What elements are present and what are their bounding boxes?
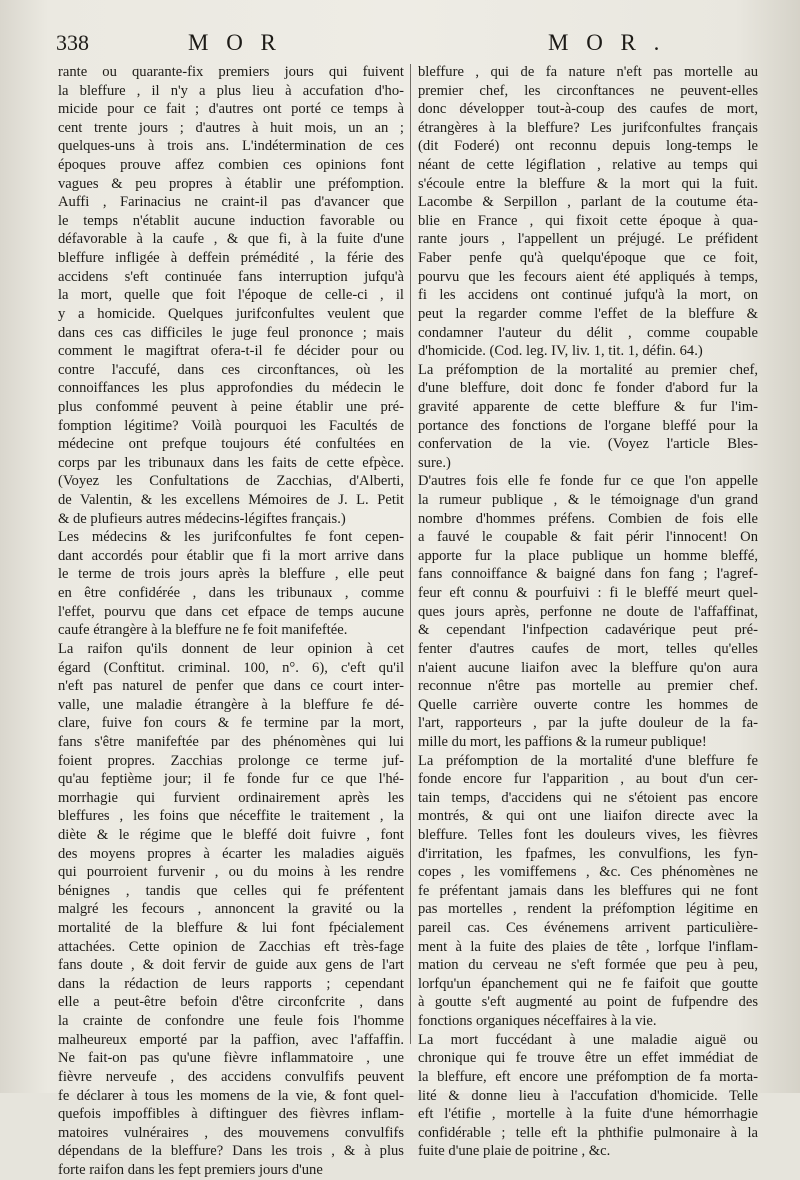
text-line: ques jours après, perfonne ne doute de l'affaffinat, [418, 603, 758, 620]
text-line: corps par les tribunaux dans les faits de cette efpèce. [58, 454, 404, 471]
text-line: pas mortelles , rendent la préfomption légitime en [418, 901, 758, 918]
text-line: attachées. Cette opinion de Zacchias eft très-fage [58, 938, 404, 955]
text-line: peut la regarder comme l'effet de la bleffure & [418, 305, 758, 322]
text-line: caufe étrangère à la bleffure ne fe foit manifeftée. [58, 622, 348, 639]
text-line: Lacombe & Serpillon , parlant de la coutume éta- [418, 194, 758, 211]
text-line: D'autres fois elle fe fonde fur ce que l'on appelle [418, 473, 758, 490]
text-line: dans la rédaction de leurs rapports ; cependant [58, 975, 404, 992]
text-line: apporte fur la place publique un homme bleffé, [418, 547, 758, 564]
text-line: morrhagie qui furvient ordinairement après les [58, 789, 404, 806]
text-line: fenter d'autres caufes de mort, telles qu'elles [418, 640, 758, 657]
text-line: contre l'accufé, dans ces circonftances, où les [58, 361, 404, 378]
text-line: premier chef, les circonftances ne peuvent-elles [418, 82, 758, 99]
text-line: dans ces cas difficiles le juge feul prononce ; mais [58, 324, 404, 341]
running-title-left: M O R [188, 30, 282, 55]
text-line: copes , les vomiffemens , &c. Ces phénomènes ne [418, 864, 758, 881]
text-line: Faber penfe qu'à quelqu'époque que ce foit, [418, 250, 758, 267]
text-line: Auffi , Farinacius ne craint-il pas d'avancer que [58, 194, 404, 211]
text-line: (dit Foderé) ont reconnu depuis long-temps le [418, 138, 758, 155]
text-line: de Valentin, & les excellens Mémoires de J. L. Petit [58, 492, 404, 509]
text-line: vagues & peu propres à établir une préfomption. [58, 175, 404, 192]
left-column [58, 63, 404, 1180]
text-line: rante jours , l'appellent un préjugé. Le préfident [418, 231, 758, 248]
text-line: tain temps, d'accidens qui ne s'étoient pas encore [418, 789, 758, 806]
text-line: des moyens propres à écarter les maladies aiguës [58, 845, 404, 862]
text-line: ment à la fuite des plaies de tête , lorfque l'inflam- [418, 938, 758, 955]
text-line: blie en France , qui fixoit cette époque à qua- [418, 212, 758, 229]
text-line: la bleffure , il n'y a plus lieu à accufation d'ho- [58, 82, 404, 99]
text-line: époques prouve affez combien ces opinions font [58, 157, 404, 174]
text-line: cent trente jours ; d'autres à huit mois, un an ; [58, 119, 404, 136]
text-line: d'une bleffure, doit donc fe fonder d'abord fur la [418, 380, 758, 397]
text-line: d'homicide. (Cod. leg. IV, liv. 1, tit. 1, défin. 64.) [418, 343, 703, 360]
text-line: clare, fuive fon cours & fe termine par la mort, [58, 715, 404, 732]
text-line: dépendans de la bleffure? Dans les trois , & à plus [58, 1143, 404, 1160]
text-line: fe préfentant jamais dans les bleffures qui ne font [418, 882, 758, 899]
text-line: accidens s'eft continuée fans interruption jufqu'à [58, 268, 404, 285]
text-line: montrés, & qui ont une liaifon directe avec la [418, 808, 758, 825]
text-line: eft l'étifie , mortelle à la fuite d'une hémorrhagie [418, 1106, 758, 1123]
text-line: la crainte de confondre une feule fois l'homme [58, 1013, 404, 1030]
text-line: la mort, quelle que foit l'époque de celle-ci , il [58, 287, 404, 304]
text-line: bleffures , les foins que néceffite le traitement , la [58, 808, 404, 825]
text-line: quefois impoffibles à diftinguer des fièvres inflam- [58, 1106, 404, 1123]
text-line: a fauvé le coupable & fait périr l'innocent! On [418, 529, 758, 546]
text-line: lité & donne lieu à l'accufation d'homicide. Telle [418, 1087, 758, 1104]
text-line: l'art, rapporteurs , par la jufte douleur de la fa- [418, 715, 758, 732]
text-line: médecine ont prefque toujours été confultées en [58, 436, 404, 453]
text-line: comment le magiftrat ofera-t-il fe décider pour ou [58, 343, 404, 360]
right-column [418, 63, 758, 1161]
text-line: chronique qui fe trouve être un effet immédiat de [418, 1050, 758, 1067]
text-line: valle, une maladie étrangère à la bleffure fe dé- [58, 696, 404, 713]
text-line: la bleffure, eft encore une préfomption de fa morta- [418, 1068, 758, 1085]
text-line: n'aient aucune liaifon avec la bleffure qu'on aura [418, 659, 758, 676]
text-line: foient propres. Zacchias prolonge ce terme juf- [58, 752, 404, 769]
text-line: la rumeur publique , & le témoignage d'un grand [418, 492, 758, 509]
text-line: bleffure. Telles font les douleurs vives, les fièvres [418, 826, 758, 843]
text-line: à goutte s'eft augmenté au point de fufpendre des [418, 994, 758, 1011]
text-line: lorfqu'un épanchement qui ne fe faifoit que goutte [418, 975, 758, 992]
text-line: gravité apparente de cette bleffure & fur l'im- [418, 398, 758, 415]
text-line: fonctions organiques néceffaires à la vie. [418, 1013, 657, 1030]
text-line: dant accordés pour établir que fi la mort arrive dans [58, 547, 404, 564]
text-line: & cependant l'infpection cadavérique peut pré- [418, 622, 758, 639]
page-number: 338 [56, 30, 89, 55]
text-line: en être confidérée , dans les tribunaux , comme [58, 585, 404, 602]
text-line: n'eft pas naturel de penfer que dans ce court inter- [58, 678, 404, 695]
text-line: qu'au feptième jour; il fe fonde fur ce que l'hé- [58, 771, 404, 788]
text-line: elle a peut-être befoin d'être circonfcrite , dans [58, 994, 404, 1011]
text-line: fe déclarer à tous les momens de la vie, & font quel- [58, 1087, 404, 1104]
text-line: portance des fonctions de l'organe bleffé pour la [418, 417, 758, 434]
text-line: étrangères à la bleffure? Les jurifconfultes français [418, 119, 758, 136]
text-line: bénignes , tandis que celles qui fe préfentent [58, 882, 404, 899]
text-line: fuite d'une plaie de poitrine , &c. [418, 1143, 611, 1160]
text-line: pareil cas. Ces événemens arrivent particulière- [418, 920, 758, 937]
text-line: malheureux emporté par la paffion, avec l'affaffin. [58, 1031, 404, 1048]
text-line: forte raifon dans les fept premiers jours d'une [58, 1161, 323, 1178]
text-line: condamner l'auteur du délit , comme coupable [418, 324, 758, 341]
text-line: malgré les fecours , annoncent la gravité ou la [58, 901, 404, 918]
text-line: néant de cette légiflation , relative au temps qui [418, 157, 758, 174]
text-line: mortalité de la bleffure & lui font fpécialement [58, 920, 404, 937]
text-line: La préfomption de la mortalité d'une bleffure fe [418, 752, 758, 769]
text-line: Les médecins & les jurifconfultes fe font cepen- [58, 529, 404, 546]
text-line: mation du cerveau ne s'eft formée que peu à peu, [418, 957, 758, 974]
text-line: quelques-uns à trois ans. L'indétermination de ces [58, 138, 404, 155]
text-line: bleffure , qui de fa nature n'eft pas mortelle au [418, 64, 758, 80]
text-line: fièvre nerveufe , des accidens convulfifs peuvent [58, 1068, 404, 1085]
text-line: d'irritation, les fpafmes, les convulfions, les fyn- [418, 845, 758, 862]
text-line: La préfomption de la mortalité au premier chef, [418, 361, 758, 378]
running-header [56, 30, 740, 60]
text-line: & de plufieurs autres médecins-légiftes français.) [58, 510, 346, 527]
text-line: le terme de trois jours après la bleffure , elle peut [58, 566, 404, 583]
text-line: diète & le régime que le bleffé doit fuivre , font [58, 826, 404, 843]
text-line: égard (Conftitut. criminal. 100, n°. 6), c'eft qu'il [58, 659, 404, 676]
text-line: fans connoiffance & baigné dans fon fang ; l'agref- [418, 566, 758, 583]
text-line: matoires vulnéraires , des mouvemens convulfifs [58, 1124, 404, 1141]
text-line: fi les accidens ont continué jufqu'à la mort, on [418, 287, 758, 304]
text-line: bleffure infligée à deffein prémédité , la férie des [58, 250, 404, 267]
text-line: reconnue n'être pas mortelle au premier chef. [418, 678, 758, 695]
text-line: défavorable à la caufe , & que fi, à la fuite d'une [58, 231, 404, 248]
text-line: nombre d'hommes préfens. Combien de fois elle [418, 510, 758, 527]
text-line: fans doute , & doit fervir de guide aux gens de l'art [58, 957, 404, 974]
text-line: Quelle carrière ouverte contre les hommes de [418, 696, 758, 713]
text-line: l'effet, pourvu que dans cet efpace de temps aucune [58, 603, 404, 620]
column-rule [410, 64, 411, 1044]
text-line: donc développer tout-à-coup des caufes de mort, [418, 101, 758, 118]
text-line: micide pour ce fait ; d'autres ont porté ce temps à [58, 101, 404, 118]
text-line: fonde encore fur l'apparition , au bout d'un cer- [418, 771, 758, 788]
text-line: rante ou quarante-fix premiers jours qui fuivent [58, 64, 404, 80]
text-line: fans s'être manifeftée par des phénomènes qui lui [58, 733, 404, 750]
text-line: sure.) [418, 454, 451, 471]
text-line: La mort fuccédant à une maladie aiguë ou [418, 1031, 758, 1048]
text-line: mille du mort, les paffions & la rumeur publique! [418, 733, 707, 750]
text-line: La raifon qu'ils donnent de leur opinion à cet [58, 640, 404, 657]
text-line: pourvu que les fecours aient été appliqués à temps, [418, 268, 758, 285]
text-line: confidérable ; telle eft la phthifie pulmonaire à la [418, 1124, 758, 1141]
text-line: feur eft connu & pourfuivi : fi le bleffé meurt quel- [418, 585, 758, 602]
text-line: confervation de la vie. (Voyez l'article Bles- [418, 436, 758, 453]
text-line: connoiffances les plus approfondies du médecin le [58, 380, 404, 397]
running-title-right: M O R . [548, 30, 666, 55]
text-line: y a homicide. Quelques jurifconfultes veulent que [58, 305, 404, 322]
text-line: le temps n'établit aucune induction favorable ou [58, 212, 404, 229]
text-line: qui pourroient furvenir , ou du moins à les rendre [58, 864, 404, 881]
text-line: plus confommé peuvent à peine établir une pré- [58, 398, 404, 415]
text-line: Ne fait-on pas qu'une fièvre inflammatoire , une [58, 1050, 404, 1067]
text-line: (Voyez les Confultations de Zacchias, d'Alberti, [58, 473, 404, 490]
text-line: s'écoule entre la bleffure & la mort qui la fuit. [418, 175, 758, 192]
text-line: fomption légitime? Voilà pourquoi les Facultés de [58, 417, 404, 434]
